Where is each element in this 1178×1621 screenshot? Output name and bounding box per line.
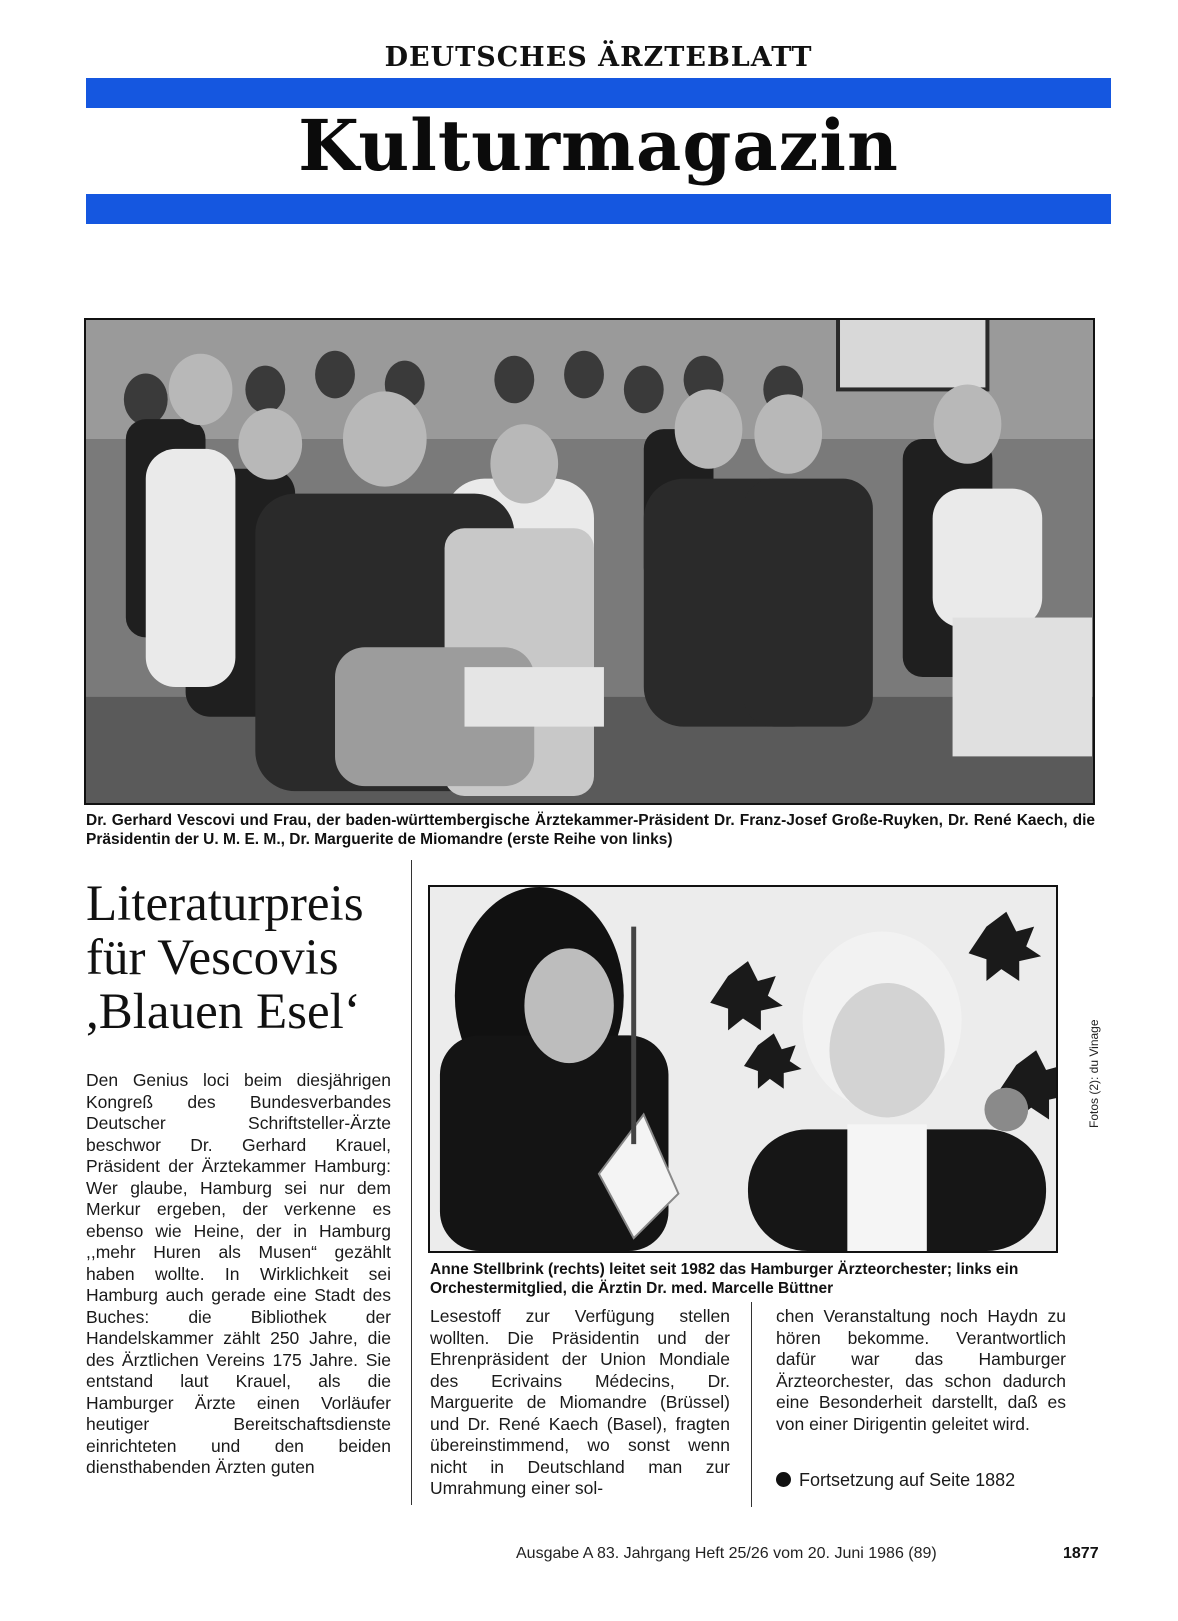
publication-title: DEUTSCHES ÄRZTEBLATT [384,42,813,73]
page-number: 1877 [1063,1545,1099,1562]
bullet-icon [776,1472,791,1487]
column-divider-2 [751,1302,752,1507]
article-column-3: chen Veranstaltung noch Haydn zu hören bekomme. Verantwortlich dafür war das Hamburger Ärzteorchester, das schon dadurch eine Besonderheit darstellt, daß es von einer Dirigentin geleitet wird. [776,1306,1066,1434]
audience-photo [84,318,1095,805]
main-photo-caption: Dr. Gerhard Vescovi und Frau, der baden-württembergische Ärztekammer-Präsident Dr. Franz-Josef Große-Ruyken, Dr. René Kaech, die Präsidentin der U. M. E. M., Dr. Marguerite de Miomandre (erste Reihe von links) [86,812,1095,848]
column-divider [411,860,412,1505]
article-column-2: Lesestoff zur Verfügung stellen wollten. Die Präsidentin und der Ehrenpräsident der Union Mondiale des Ecrivains Médecins, Dr. Marguerite de Miomandre (Brüssel) und Dr. René Kaech (Basel), fragten übereinstimmend, wo sonst wenn nicht in Deutschland man zur Umrahmung einer sol- [430,1306,730,1498]
masthead-band-bottom [86,194,1111,224]
issue-info: Ausgabe A 83. Jahrgang Heft 25/26 vom 20. Juni 1986 (89) [516,1545,937,1562]
orchestra-photo [428,885,1058,1253]
continuation-text: Fortsetzung auf Seite 1882 [799,1470,1016,1490]
article-headline: Literaturpreis für Vescovis ,Blauen Esel‘ [86,876,364,1040]
side-photo-caption: Anne Stellbrink (rechts) leitet seit 1982 das Hamburger Ärzteorchester; links ein Orchestermitglied, die Ärztin Dr. med. Marcelle Büttner [430,1261,1019,1297]
article-column-1: Den Genius loci beim diesjährigen Kongreß des Bundesverbandes Deutscher Schriftsteller-Ärzte beschwor Dr. Gerhard Krauel, Präsident der Ärztekammer Hamburg: Wer glaube, Hamburg sei nur dem Merkur ergeben, der verkenne es ebenso wie Heine, der in Hamburg ,,mehr Huren als Musen“ gezählt haben wollte. In Wirklichkeit sei Hamburg auch gerade eine Stadt des Buches: die Bibliothek der Handelskammer zählt 250 Jahre, die des Ärztlichen Vereins 175 Jahre. Sie entstand laut Krauel, als die Hamburger Ärzte einen Vorläufer heutiger Bereitschaftsdienste einrichteten und den beiden diensthabenden Ärzten guten [86,1070,391,1477]
continuation-note [776,1470,1015,1491]
section-title: Kulturmagazin [298,104,899,187]
photo-credit: Fotos (2): du Vinage [1087,1019,1101,1128]
